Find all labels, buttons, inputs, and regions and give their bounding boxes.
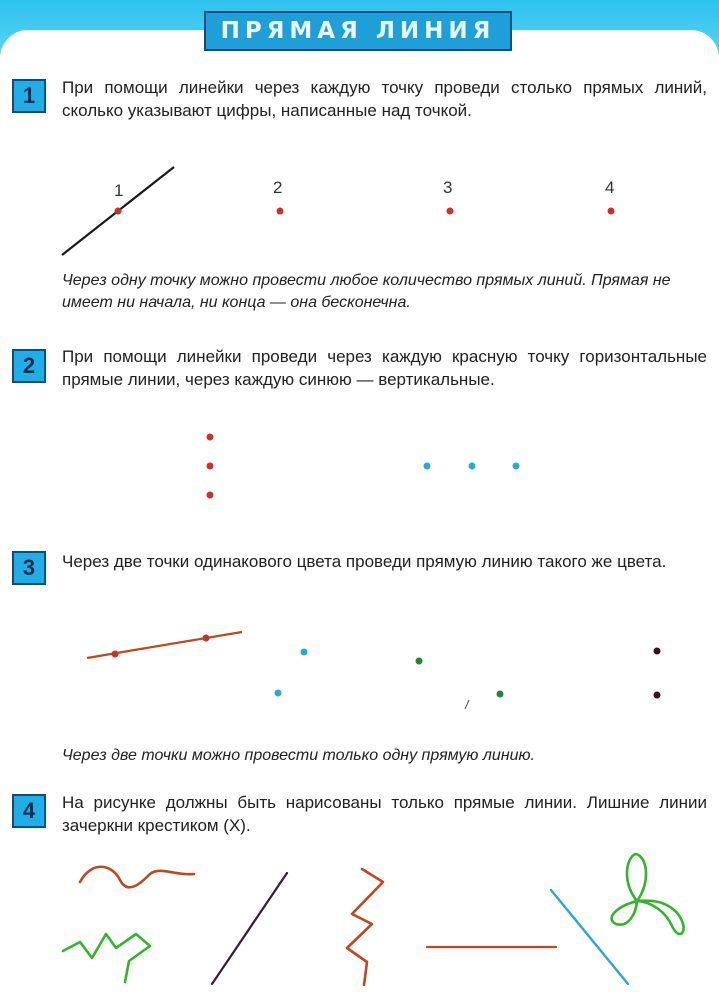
red-point <box>447 208 454 215</box>
task-1-note: Через одну точку можно провести любое количество прямых линий. Прямая не имеет ни начала, ни конца — она бесконечна. <box>62 272 671 311</box>
dark-point <box>654 692 661 699</box>
red-point <box>207 492 214 499</box>
task-1-text: При помощи линейки через каждую точку проведи столько прямых линий, сколько указывают цифры, написанные над точкой. <box>62 78 707 120</box>
blue-point <box>469 463 476 470</box>
point-label-2: 2 <box>273 178 283 197</box>
task-2-text: При помощи линейки проведи через каждую красную точку горизонтальные прямые линии, через каждую синюю — вертикальные. <box>62 347 707 389</box>
point-label-1: 1 <box>114 181 124 200</box>
sample-line <box>87 632 242 658</box>
zigzag-line <box>347 869 383 985</box>
task-3-number: 3 <box>12 551 46 585</box>
dark-point <box>654 648 661 655</box>
zigzag-line <box>63 934 150 982</box>
blue-point <box>424 463 431 470</box>
task-4-text: На рисунке должны быть нарисованы только прямые линии. Лишние линии зачеркни крестиком (Х). <box>62 793 707 835</box>
task-3-figure <box>87 632 661 709</box>
red-point <box>115 208 122 215</box>
red-point <box>277 208 284 215</box>
task-2-figure <box>207 434 520 499</box>
blue-point <box>275 690 282 697</box>
point-label-3: 3 <box>443 178 453 197</box>
red-point <box>608 208 615 215</box>
task-1-figure <box>62 167 615 255</box>
straight-line <box>551 890 628 984</box>
task-3-note: Через две точки можно провести только одну прямую линию. <box>62 747 535 764</box>
red-point <box>207 434 214 441</box>
straight-line <box>212 873 287 984</box>
red-point <box>203 635 210 642</box>
task-4-figure <box>63 854 684 985</box>
task-4-number: 4 <box>12 794 46 828</box>
page-title: ПРЯМАЯ ЛИНИЯ <box>220 18 496 44</box>
blue-point <box>513 463 520 470</box>
red-point <box>112 651 119 658</box>
task-1-number: 1 <box>12 79 46 113</box>
stray-mark <box>465 700 469 709</box>
red-point <box>207 463 214 470</box>
wavy-line <box>80 867 194 888</box>
blue-point <box>301 649 308 656</box>
curly-line <box>612 854 684 934</box>
green-point <box>416 658 423 665</box>
point-label-4: 4 <box>605 178 615 197</box>
green-point <box>497 691 504 698</box>
task-2-number: 2 <box>12 349 46 383</box>
task-3-text: Через две точки одинакового цвета проведи прямую линию такого же цвета. <box>62 552 667 571</box>
